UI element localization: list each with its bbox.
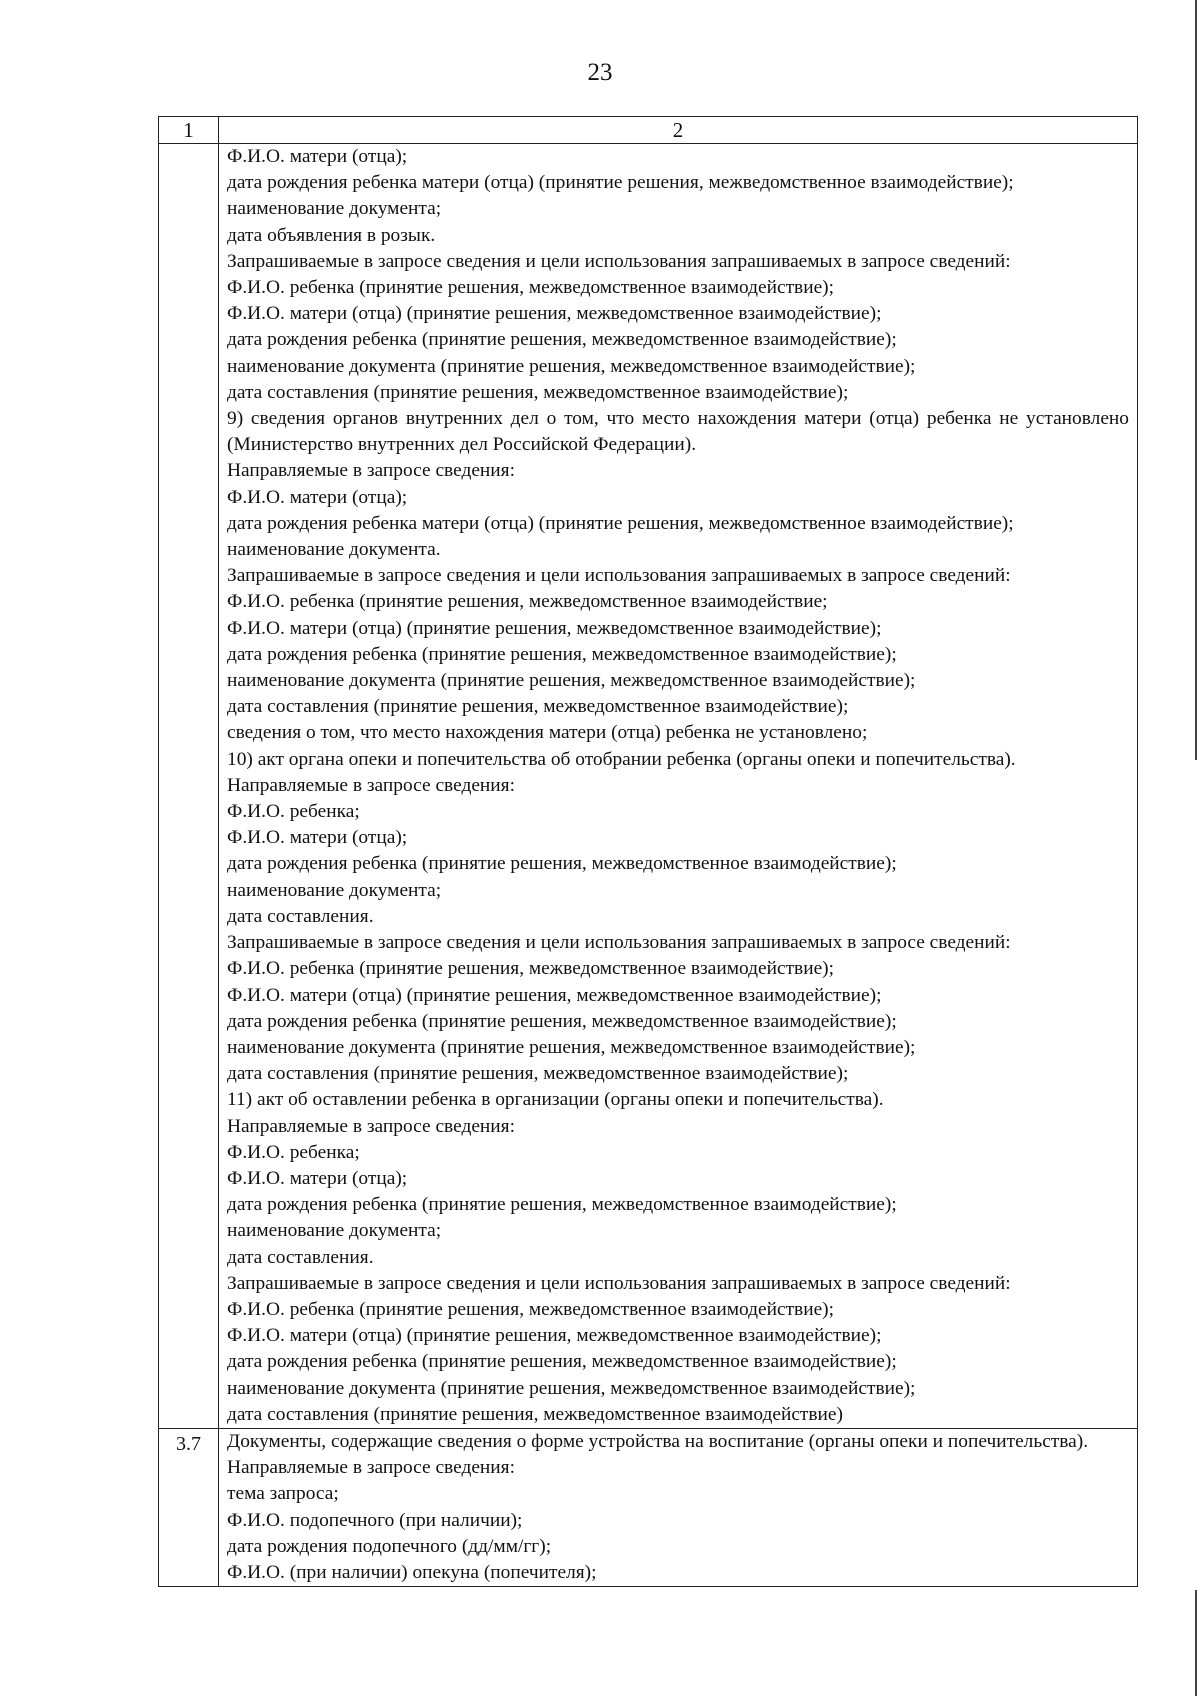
text-line: Ф.И.О. ребенка; [227, 801, 360, 823]
text-line: 11) акт об оставлении ребенка в организации (органы опеки и попечительства). [227, 1089, 884, 1111]
text-line: наименование документа (принятие решения, межведомственное взаимодействие); [227, 1036, 916, 1058]
text-line: дата составления (принятие решения, межведомственное взаимодействие); [227, 1063, 849, 1085]
text-line: Направляемые в запросе сведения: [227, 774, 515, 796]
text-line: дата составления (принятие решения, межведомственное взаимодействие) [227, 1403, 843, 1425]
text-line: Ф.И.О. матери (отца) (принятие решения, межведомственное взаимодействие); [227, 303, 882, 325]
text-line: Запрашиваемые в запросе сведения и цели использования запрашиваемых в запросе сведений: [227, 250, 1011, 272]
text-line: дата рождения ребенка (принятие решения, межведомственное взаимодействие); [227, 643, 897, 665]
text-line: Запрашиваемые в запросе сведения и цели использования запрашиваемых в запросе сведений: [227, 1272, 1011, 1294]
text-line: Запрашиваемые в запросе сведения и цели использования запрашиваемых в запросе сведений: [227, 932, 1011, 954]
text-line: Ф.И.О. подопечного (при наличии); [227, 1509, 523, 1531]
document-table [158, 116, 1138, 1587]
text-line: Ф.И.О. ребенка (принятие решения, межведомственное взаимодействие; [227, 591, 828, 613]
text-line: дата рождения ребенка (принятие решения, межведомственное взаимодействие); [227, 1351, 897, 1373]
text-line: наименование документа (принятие решения, межведомственное взаимодействие); [227, 1377, 916, 1399]
text-line: Ф.И.О. ребенка; [227, 1141, 360, 1163]
text-line: дата составления (принятие решения, межведомственное взаимодействие); [227, 381, 849, 403]
text-line: тема запроса; [227, 1483, 339, 1505]
text-line: 10) акт органа опеки и попечительства об отобрании ребенка (органы опеки и попечительства). [227, 748, 1016, 770]
text-line: дата рождения ребенка (принятие решения, межведомственное взаимодействие); [227, 853, 897, 875]
text-line: дата составления (принятие решения, межведомственное взаимодействие); [227, 696, 849, 718]
text-line: наименование документа; [227, 879, 442, 901]
text-line: дата рождения ребенка матери (отца) (принятие решения, межведомственное взаимодействие); [227, 512, 1014, 534]
text-line: наименование документа (принятие решения, межведомственное взаимодействие); [227, 670, 916, 692]
text-line: дата рождения подопечного (дд/мм/гг); [227, 1535, 552, 1557]
text-line: Ф.И.О. матери (отца); [227, 146, 408, 167]
text-line: наименование документа. [227, 539, 441, 561]
text-line: Направляемые в запросе сведения: [227, 1115, 515, 1137]
row-number-cell: 3.7 [159, 1428, 219, 1586]
text-line: Направляемые в запросе сведения: [227, 460, 515, 482]
column-header-1: 1 [159, 117, 219, 144]
scan-edge-mark [1195, 0, 1197, 760]
text-line: сведения о том, что место нахождения матери (отца) ребенка не установлено; [227, 722, 868, 744]
table-header-row [159, 117, 1138, 144]
text-line: Ф.И.О. ребенка (принятие решения, межведомственное взаимодействие); [227, 277, 835, 299]
text-line: дата рождения ребенка (принятие решения, межведомственное взаимодействие); [227, 1010, 897, 1032]
text-line: Направляемые в запросе сведения: [227, 1457, 515, 1479]
row-title-paragraph: Документы, содержащие сведения о форме устройства на воспитание (органы опеки и попечительства). [227, 1430, 1089, 1452]
text-line: Запрашиваемые в запросе сведения и цели использования запрашиваемых в запросе сведений: [227, 565, 1011, 587]
row-content-cell [219, 1428, 1138, 1586]
text-line: наименование документа; [227, 1220, 442, 1242]
text-line: Ф.И.О. ребенка (принятие решения, межведомственное взаимодействие); [227, 1298, 835, 1320]
row-number-cell [159, 144, 219, 1429]
page-number: 23 [587, 59, 613, 86]
table-row [159, 144, 1138, 1429]
text-line: Ф.И.О. матери (отца) (принятие решения, межведомственное взаимодействие); [227, 984, 882, 1006]
text-line: Ф.И.О. матери (отца); [227, 827, 408, 849]
text-line: дата объявления в розык. [227, 224, 436, 246]
text-line: наименование документа (принятие решения, межведомственное взаимодействие); [227, 355, 916, 377]
text-line: Ф.И.О. (при наличии) опекуна (попечителя); [227, 1561, 597, 1583]
text-line: Ф.И.О. матери (отца) (принятие решения, межведомственное взаимодействие); [227, 617, 882, 639]
text-line: дата составления. [227, 905, 374, 927]
scan-edge-mark [1195, 1590, 1197, 1696]
text-line: Ф.И.О. матери (отца) (принятие решения, межведомственное взаимодействие); [227, 1325, 882, 1347]
text-line: Ф.И.О. матери (отца); [227, 1167, 408, 1189]
table-row [159, 1428, 1138, 1586]
text-line: Ф.И.О. ребенка (принятие решения, межведомственное взаимодействие); [227, 958, 835, 980]
text-line: дата рождения ребенка (принятие решения, межведомственное взаимодействие); [227, 329, 897, 351]
text-line: наименование документа; [227, 198, 442, 220]
paragraph-item-9: 9) сведения органов внутренних дел о том, что место нахождения матери (отца) ребенка не установлено (Министерство внутренних дел Российской Федерации). [227, 408, 1129, 456]
text-line: дата рождения ребенка матери (отца) (принятие решения, межведомственное взаимодействие); [227, 172, 1014, 194]
text-line: дата составления. [227, 1246, 374, 1268]
column-header-2: 2 [219, 117, 1138, 144]
text-line: Ф.И.О. матери (отца); [227, 486, 408, 508]
text-line: дата рождения ребенка (принятие решения, межведомственное взаимодействие); [227, 1194, 897, 1216]
row-content-cell [219, 144, 1138, 1429]
